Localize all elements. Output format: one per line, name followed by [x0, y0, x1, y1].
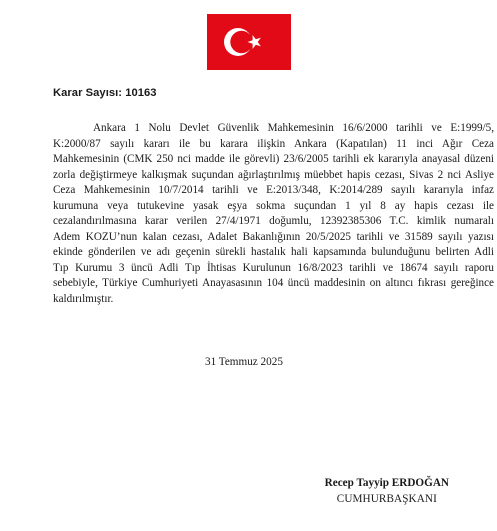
body-line: Mahkemesinin (CMK 250 nci madde ile görevli) 23/6/2005 tarihli ek kararıyla anayasal düzeni: [53, 153, 494, 165]
body-line: Adem KOZU’nun kalan cezası, Adalet Bakanlığının 20/5/2025 tarihli ve 31589 sayılı yazısı: [53, 230, 494, 243]
turkish-flag-icon: [207, 14, 291, 70]
body-line: cezalandırılmasına karar verilen 27/4/1971 doğumlu, 12392385306 T.C. kimlik numaralı: [53, 215, 494, 227]
body-line: kurumuna veya tutukevine yasak eşya sokma suçundan 1 yıl 8 ay hapis cezası ile: [53, 199, 494, 212]
body-line: Tıp Kurumu 3 üncü Adli Tıp İhtisas Kurulunun 16/8/2023 tarihli ve 18674 sayılı raporu: [53, 261, 494, 274]
body-line: kaldırılmıştır.: [53, 292, 114, 305]
body-line: sebebiyle, Türkiye Cumhuriyeti Anayasasının 104 üncü maddesinin on altıncı fıkrası gereğince: [53, 277, 494, 289]
decision-date: 31 Temmuz 2025: [205, 356, 283, 368]
decision-number: Karar Sayısı: 10163: [53, 87, 157, 99]
body-line: Ankara 1 Nolu Devlet Güvenlik Mahkemesinin 16/6/2000 tarihli ve E:1999/5,: [93, 122, 494, 134]
body-line: zorla değiştirmeye kalkışmak suçundan ağırlaştırılmış müebbet hapis cezası, Sivas 2 nci Asliye: [53, 168, 494, 181]
signer-title: CUMHURBAŞKANI: [336, 493, 437, 505]
signer-name: Recep Tayyip ERDOĞAN: [324, 477, 449, 489]
body-line: Ceza Mahkemesinin 10/7/2014 tarihli ve E:2013/348, K:2014/289 sayılı kararıyla infaz: [53, 184, 494, 196]
body-line: ekinde gönderilen ve adı geçenin sürekli hastalık hali kapsamında bulunduğunu belirten Adli: [53, 246, 494, 258]
signature-block: [325, 475, 449, 508]
decision-body: [53, 121, 494, 307]
body-line: K:2000/87 sayılı kararı ile bu karara ilişkin Ankara (Kapatılan) 11 inci Ağır Ceza: [53, 137, 494, 150]
